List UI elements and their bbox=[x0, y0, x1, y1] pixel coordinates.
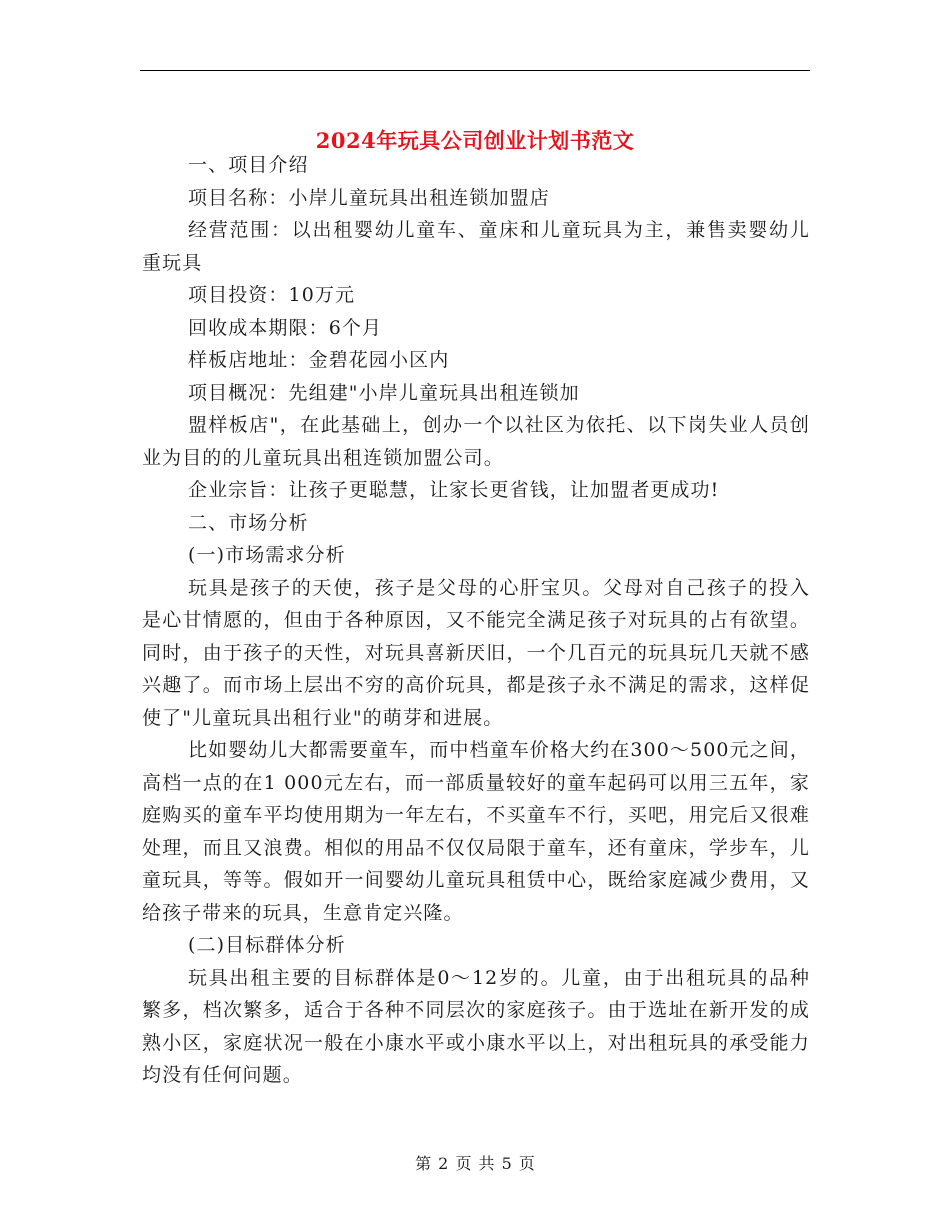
document-body bbox=[142, 149, 810, 1092]
investment-line: 项目投资：10万元 bbox=[188, 284, 356, 306]
target-group-paragraph: 玩具出租主要的目标群体是0～12岁的。儿童，由于出租玩具的品种繁多，档次繁多，适合于各种不同层次的家庭孩子。由于选址在新开发的成熟小区，家庭状况一般在小康水平或小康水平以上，对出租玩具的承受能力均没有任何问题。 bbox=[142, 966, 810, 1086]
company-mission-line: 企业宗旨：让孩子更聪慧，让家长更省钱，让加盟者更成功! bbox=[188, 479, 720, 501]
business-scope-line: 经营范围：以出租婴幼儿童车、童床和儿童玩具为主，兼售卖婴幼儿重玩具 bbox=[142, 219, 810, 274]
section-heading-project-intro: 一、项目介绍 bbox=[188, 154, 309, 176]
project-name-line: 项目名称：小岸儿童玩具出租连锁加盟店 bbox=[188, 186, 550, 209]
section-heading-market-analysis: 二、市场分析 bbox=[188, 511, 309, 534]
page-number: 第 2 页 共 5 页 bbox=[415, 1154, 535, 1173]
project-overview-line: 项目概况：先组建"小岸儿童玩具出租连锁加 bbox=[188, 381, 580, 404]
sample-store-address-line: 样板店地址：金碧花园小区内 bbox=[188, 349, 450, 371]
payback-period-line: 回收成本期限：6个月 bbox=[188, 316, 383, 339]
demand-paragraph-2: 比如婴幼儿大都需要童车，而中档童车价格大约在300～500元之间，高档一点的在1 000元左右，而一部质量较好的童车起码可以用三五年，家庭购买的童车平均使用期为一年左右，不买童车不行，买吧，用完后又很难处理，而且又浪费。相似的用品不仅仅局限于童车，还有童床，学步车，儿童玩具，等等。假如开一间婴幼儿童玩具租赁中心，既给家庭减少费用，又给孩子带来的玩具，生意肯定兴隆。 bbox=[142, 739, 810, 924]
subheading-demand-analysis: (一)市场需求分析 bbox=[188, 544, 346, 566]
subheading-target-group-analysis: (二)目标群体分析 bbox=[188, 934, 346, 956]
project-overview-paragraph: 盟样板店"，在此基础上，创办一个以社区为依托、以下岗失业人员创业为目的的儿童玩具出租连锁加盟公司。 bbox=[142, 414, 810, 469]
demand-paragraph-1: 玩具是孩子的天使，孩子是父母的心肝宝贝。父母对自己孩子的投入是心甘情愿的，但由于各种原因，又不能完全满足孩子对玩具的占有欲望。同时，由于孩子的天性，对玩具喜新厌旧，一个几百元的玩具玩几天就不感兴趣了。而市场上层出不穷的高价玩具，都是孩子永不满足的需求，这样促使了"儿童玩具出租行业"的萌芽和进展。 bbox=[142, 576, 810, 729]
header-rule bbox=[140, 70, 810, 71]
document-title: 2024年玩具公司创业计划书范文 bbox=[315, 128, 635, 154]
